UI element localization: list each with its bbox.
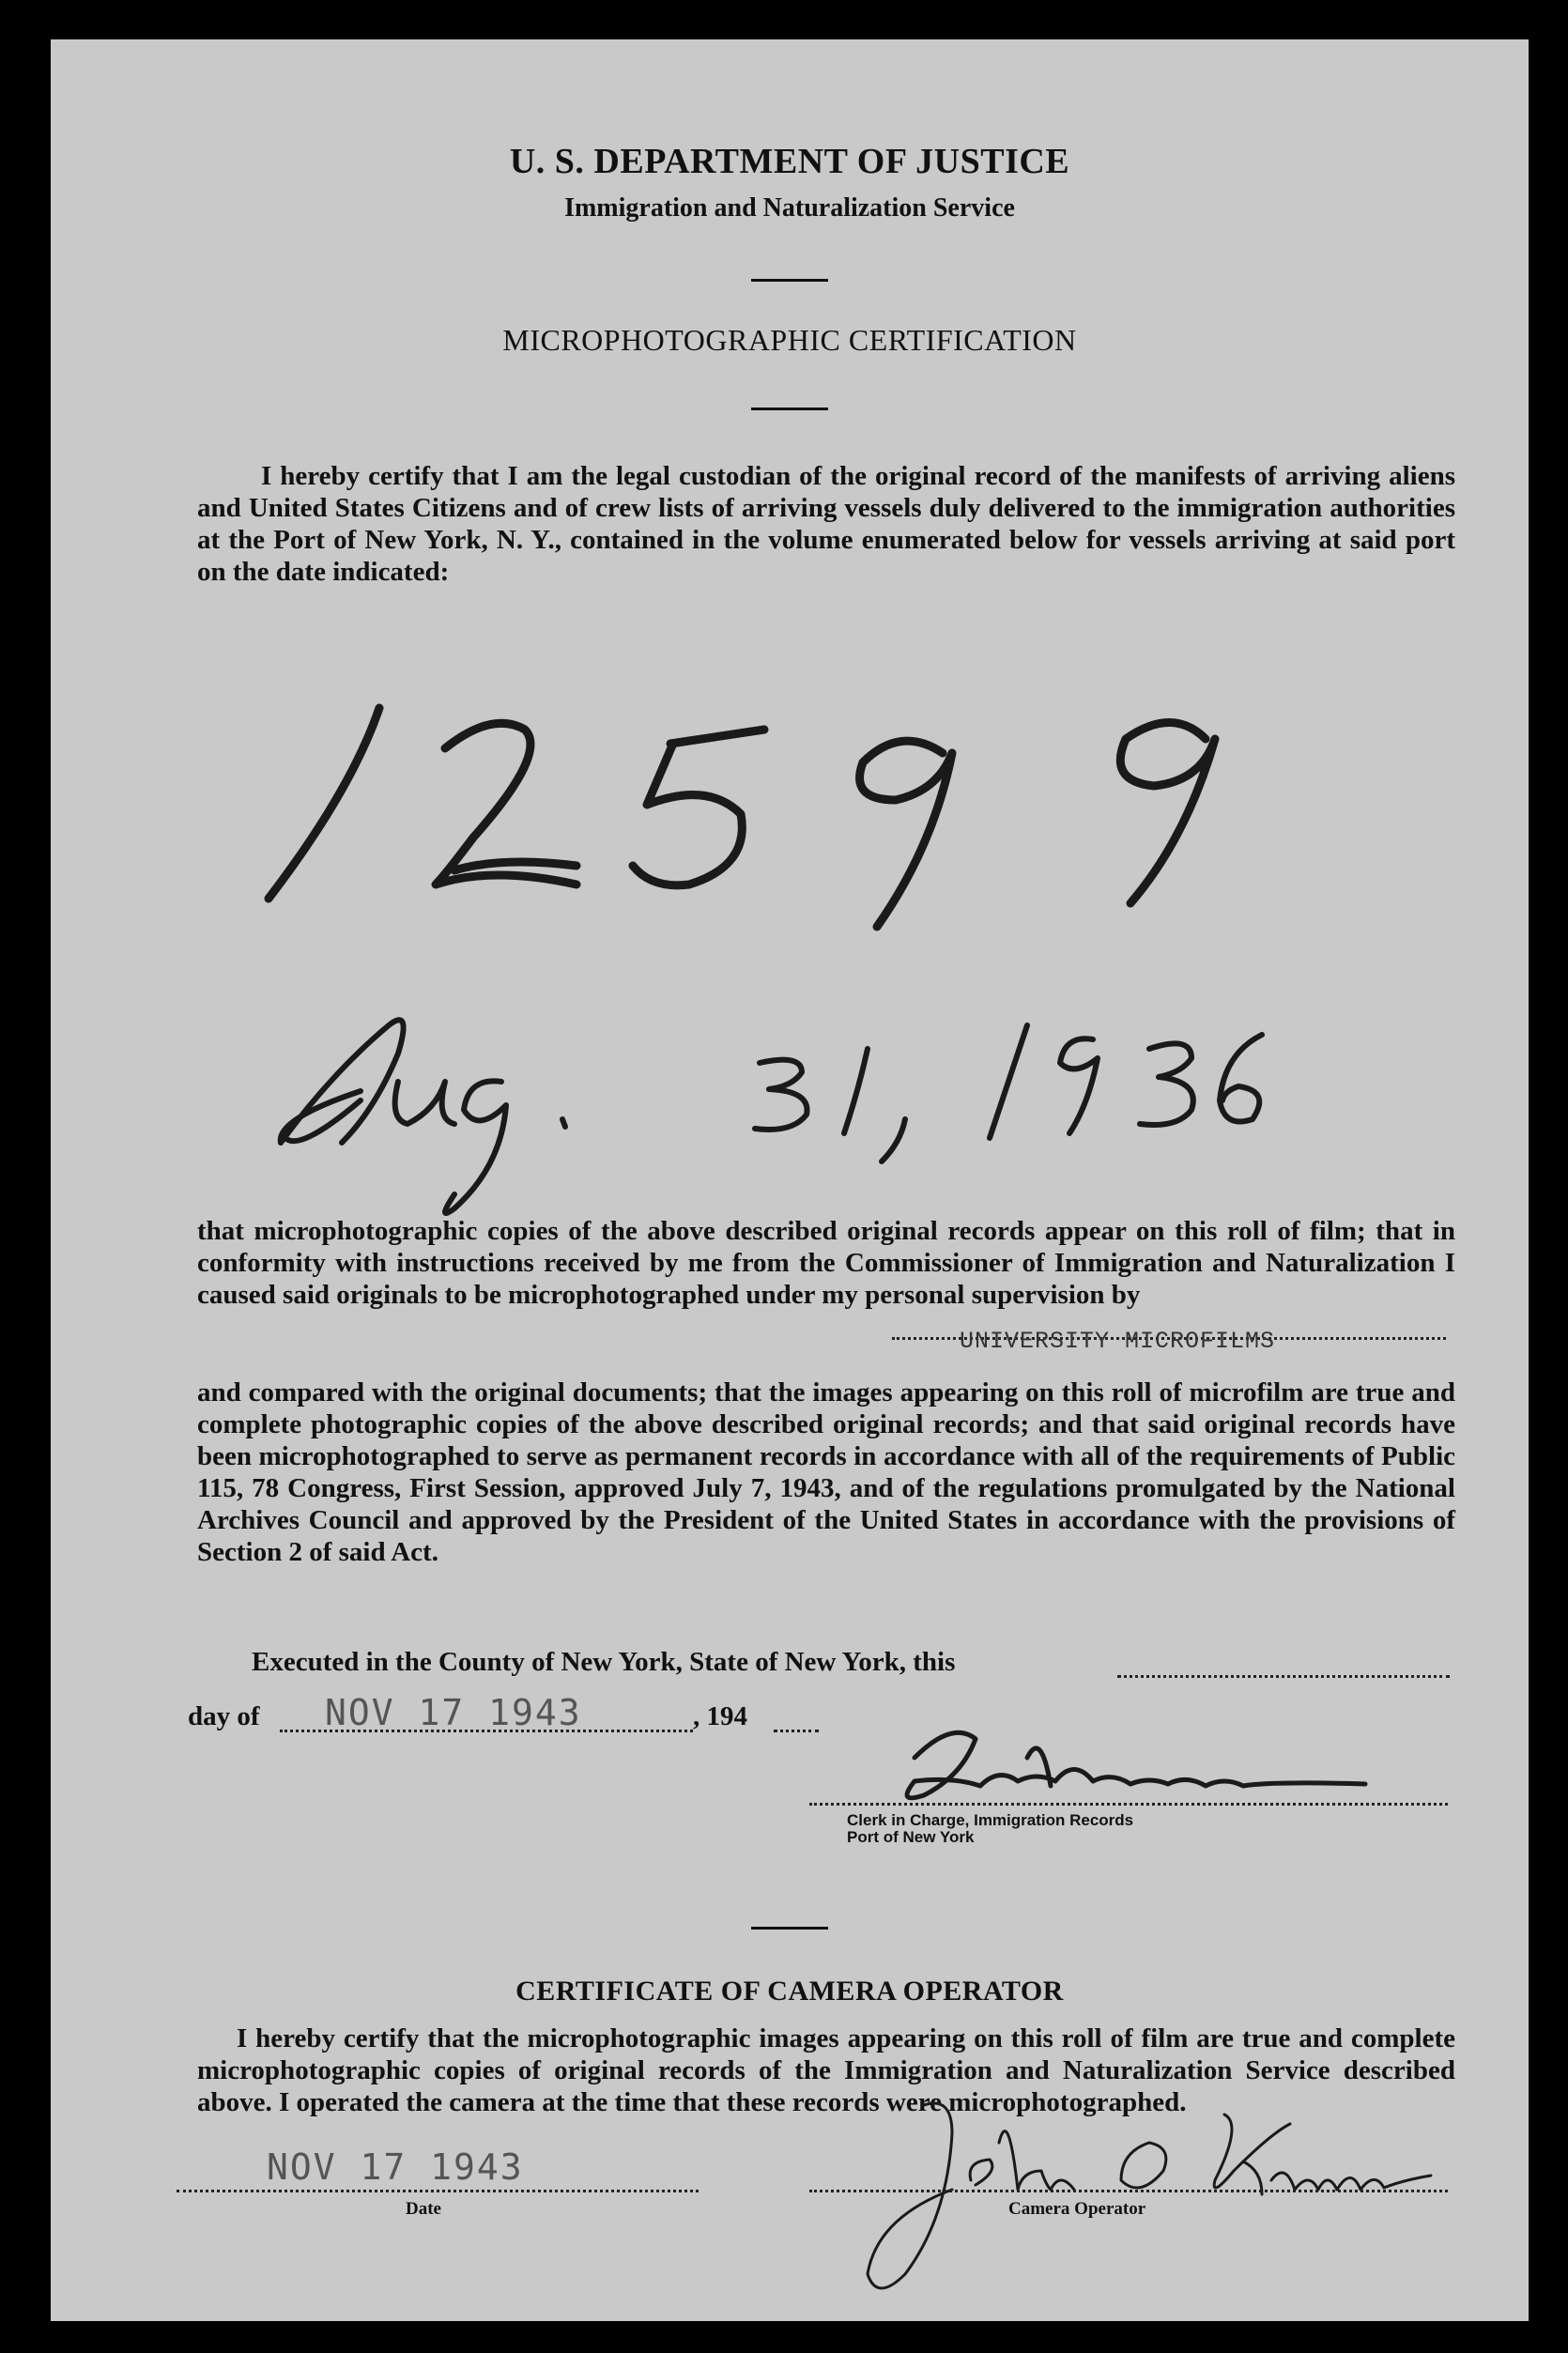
divider-rule (751, 408, 828, 410)
photographer-name-typed: UNIVERSITY MICROFILMS (960, 1328, 1276, 1355)
day-of-label: day of (188, 1701, 260, 1731)
body-paragraph-b: and compared with the original documents; that the images appearing on this roll of microfilm are true and complete photographic copies of the above described original records; and that said original records have been microphotographed to serve as permanent records in accordance with all of the requirements of Public 115, 78 Congress, First Session, approved July 7, 1943, and of the regulations promulgated by the National Archives Council and approved by the President of the United States in accordance with the provisions of Section 2 of said Act. (197, 1377, 1455, 1567)
intro-paragraph: I hereby certify that I am the legal custodian of the original record of the manifests of arriving aliens and United States Citizens and of crew lists of arriving vessels duly delivered to the immigration authorities at the Port of New York, N. Y., contained in the volume enumerated below for vessels arriving at said port on the date indicated: (197, 461, 1455, 587)
body-paragraph-a: that microphotographic copies of the above described original records appear on this roll of film; that in conformity with instructions received by me from the Commissioner of Immigration and Naturalization I caused said originals to be microphotographed under my personal supervision by (197, 1216, 1455, 1310)
certificate-page (51, 39, 1529, 2321)
year-field-line (774, 1730, 819, 1732)
clerk-title-line1: Clerk in Charge, Immigration Records (847, 1811, 1134, 1829)
camera-operator-label: Camera Operator (1008, 2199, 1146, 2219)
certification-title: MICROPHOTOGRAPHIC CERTIFICATION (502, 323, 1077, 357)
operator-date-line (177, 2190, 699, 2192)
date-label: Date (406, 2199, 441, 2219)
year-prefix: , 194 (693, 1701, 747, 1731)
divider-rule (751, 279, 828, 282)
camera-operator-paragraph: I hereby certify that the microphotographic images appearing on this roll of film are true and complete microphotographic copies of original records of the Immigration and Naturalization Service described above. I operated the camera at the time that these records were microphotographed. (197, 2023, 1455, 2117)
operator-date-stamp: NOV 17 1943 (267, 2146, 524, 2188)
clerk-title-line2: Port of New York (847, 1828, 975, 1846)
operator-signature-line (809, 2190, 1448, 2192)
service-subtitle: Immigration and Naturalization Service (564, 193, 1015, 223)
executed-line: Executed in the County of New York, State of New York, this (252, 1647, 956, 1677)
department-title: U. S. DEPARTMENT OF JUSTICE (509, 142, 1070, 181)
executed-date-stamp: NOV 17 1943 (325, 1692, 582, 1733)
clerk-signature-line (809, 1803, 1448, 1806)
divider-rule (751, 1927, 828, 1930)
camera-operator-title: CERTIFICATE OF CAMERA OPERATOR (515, 1976, 1064, 2007)
executed-day-field-line (1117, 1675, 1450, 1678)
